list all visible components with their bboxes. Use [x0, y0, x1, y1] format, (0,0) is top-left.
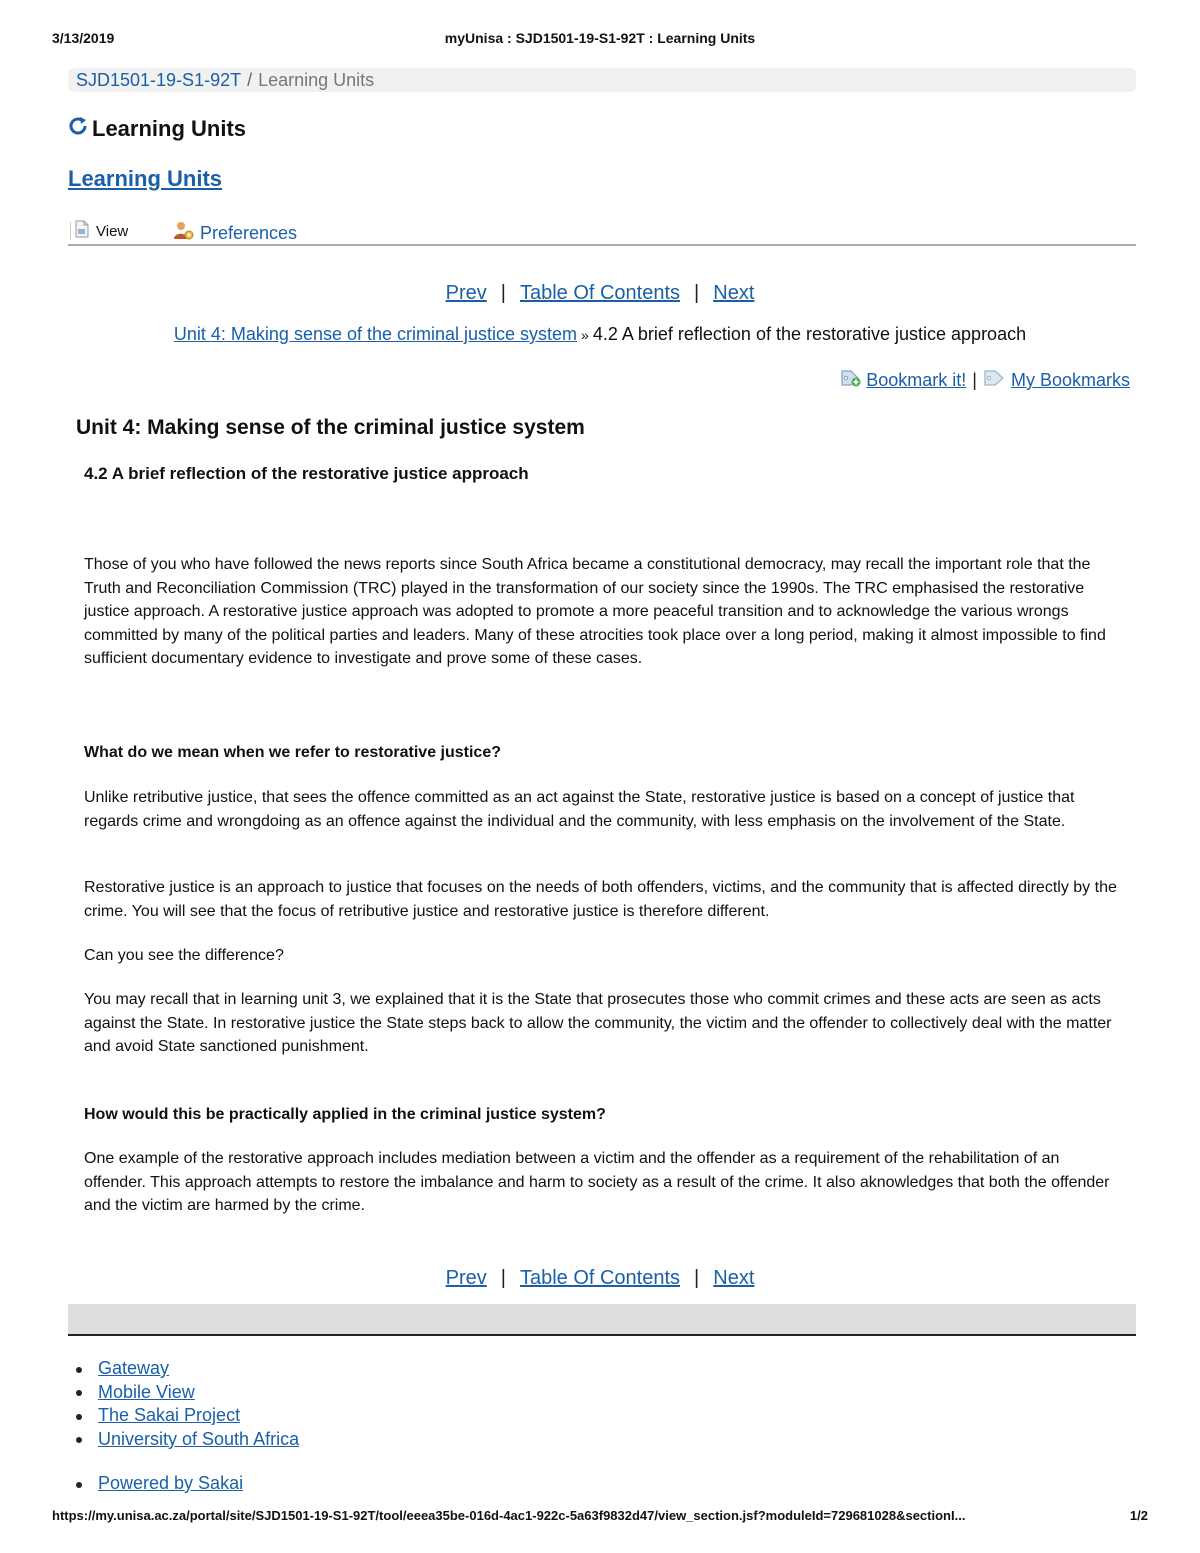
- breadcrumb-current: Learning Units: [258, 70, 375, 90]
- print-url: https://my.unisa.ac.za/portal/site/SJD1501-19-S1-92T/tool/eeea35be-016d-4ac1-922c-5a63f9832d47/view_section.jsf?moduleId=729681028&sectionI...: [52, 1508, 966, 1523]
- print-page-number: 1/2: [1129, 1508, 1148, 1523]
- bullet: [76, 1482, 82, 1488]
- learning-units-link[interactable]: Learning Units: [68, 166, 223, 191]
- bookmark-tag-icon[interactable]: [983, 368, 1005, 393]
- section-title: 4.2 A brief reflection of the restorative justice approach: [84, 464, 529, 483]
- next-link[interactable]: Next: [713, 1267, 755, 1289]
- breadcrumb-arrow: »: [581, 327, 589, 343]
- unit-breadcrumb: [0, 324, 1200, 345]
- bookmarks-bar: [840, 368, 1130, 393]
- content-paragraph: [84, 786, 1124, 833]
- footer-link-gateway[interactable]: Gateway: [98, 1358, 170, 1378]
- paragraph-text: Those of you who have followed the news reports since South Africa became a constitutional democracy, may recall the important role that the Truth and Reconciliation Commission (TRC) played in the transformation of our society since the 1990s. The TRC emphasised the restorative justice approach. A restorative justice approach was adopted to promote a more peaceful transition and to acknowledge the various wrongs committed by many of the political parties and leaders. Many of these atrocities took place over a long period, making it almost impossible to find sufficient documentary evidence to investigate and prove some of these cases.: [84, 556, 1106, 667]
- section-nav-top: [0, 282, 1200, 305]
- bullet: [76, 1367, 82, 1373]
- view-button[interactable]: [74, 220, 128, 242]
- bullet: [76, 1414, 82, 1420]
- preferences-button[interactable]: [172, 220, 297, 247]
- print-header: [52, 30, 1148, 50]
- powered-by: [76, 1472, 243, 1496]
- print-date: 3/13/2019: [52, 30, 115, 46]
- footer-link-sakai-project[interactable]: The Sakai Project: [98, 1405, 241, 1425]
- bookmark-separator: |: [972, 370, 977, 390]
- footer-links: [76, 1357, 299, 1451]
- breadcrumb: [68, 68, 1136, 92]
- preferences-label: Preferences: [200, 223, 298, 243]
- list-item: [76, 1472, 243, 1496]
- print-page-title: myUnisa : SJD1501-19-S1-92T : Learning Units: [444, 30, 756, 46]
- prev-link[interactable]: Prev: [445, 282, 487, 304]
- toolbar-divider: [70, 222, 71, 240]
- content-paragraph: [84, 1147, 1124, 1218]
- breadcrumb-separator: /: [247, 70, 253, 90]
- question-text: What do we mean when we refer to restorative justice?: [84, 744, 501, 761]
- prev-link[interactable]: Prev: [445, 1267, 487, 1289]
- nav-separator: |: [694, 282, 700, 304]
- nav-separator: |: [500, 1267, 506, 1289]
- bookmark-add-icon[interactable]: [840, 368, 862, 393]
- view-label: View: [96, 222, 129, 240]
- list-item: [76, 1357, 299, 1381]
- paragraph-text: Can you see the difference?: [84, 947, 284, 964]
- nav-separator: |: [500, 282, 506, 304]
- paragraph-text: You may recall that in learning unit 3, we explained that it is the State that prosecutes those who commit crimes and these acts are seen as acts against the State. In restorative justice the State steps back to allow the community, the victim and the offender to collectively deal with the matter and avoid State sanctioned punishment.: [84, 991, 1112, 1055]
- next-link[interactable]: Next: [713, 282, 755, 304]
- paragraph-text: One example of the restorative approach includes mediation between a victim and the offender as a requirement of the rehabilitation of an offender. This approach attempts to restore the imbalance and harm to society as a result of the crime. It also aknowledges that both the offender and the victim are harmed by the crime.: [84, 1150, 1110, 1214]
- list-item: [76, 1404, 299, 1428]
- bullet: [76, 1390, 82, 1396]
- my-bookmarks-link[interactable]: My Bookmarks: [1010, 370, 1130, 390]
- content-paragraph: [84, 553, 1124, 671]
- toolbar: [68, 218, 1136, 246]
- current-section: 4.2 A brief reflection of the restorative justice approach: [592, 324, 1027, 344]
- breadcrumb-site-link[interactable]: SJD1501-19-S1-92T: [76, 70, 242, 90]
- document-icon: [74, 220, 90, 242]
- reset-icon[interactable]: [66, 114, 92, 144]
- nav-separator: |: [694, 1267, 700, 1289]
- table-of-contents-link[interactable]: Table Of Contents: [519, 1267, 681, 1289]
- content-question: [84, 1103, 1124, 1127]
- footer-link-mobile-view[interactable]: Mobile View: [98, 1381, 195, 1402]
- content-question: [84, 741, 1124, 765]
- content-paragraph: [84, 876, 1124, 923]
- section-nav-bottom: [0, 1267, 1200, 1290]
- unit-link[interactable]: Unit 4: Making sense of the criminal justice system: [173, 324, 578, 344]
- bullet: [76, 1437, 82, 1443]
- content-paragraph: [84, 944, 1124, 968]
- content-paragraph: [84, 988, 1124, 1059]
- footer-link-unisa[interactable]: University of South Africa: [98, 1428, 300, 1449]
- unit-title: Unit 4: Making sense of the criminal justice system: [76, 416, 585, 439]
- question-text: How would this be practically applied in the criminal justice system?: [84, 1106, 606, 1123]
- tool-title: [66, 114, 246, 144]
- paragraph-text: Unlike retributive justice, that sees the offence committed as an act against the State, restorative justice is based on a concept of justice that regards crime and wrongdoing as an offence against the individual and the community, with less emphasis on the involvement of the State.: [84, 789, 1075, 830]
- footer-bar: [68, 1304, 1136, 1336]
- powered-by-sakai-link[interactable]: Powered by Sakai: [98, 1473, 244, 1493]
- bookmark-it-link[interactable]: Bookmark it!: [866, 370, 967, 390]
- user-settings-icon: [172, 220, 194, 247]
- list-item: [76, 1428, 299, 1452]
- paragraph-text: Restorative justice is an approach to justice that focuses on the needs of both offenders, victims, and the community that is affected directly by the crime. You will see that the focus of retributive justice and restorative justice is therefore different.: [84, 879, 1117, 920]
- table-of-contents-link[interactable]: Table Of Contents: [519, 282, 681, 304]
- list-item: [76, 1381, 299, 1405]
- tool-title-text: Learning Units: [92, 116, 247, 141]
